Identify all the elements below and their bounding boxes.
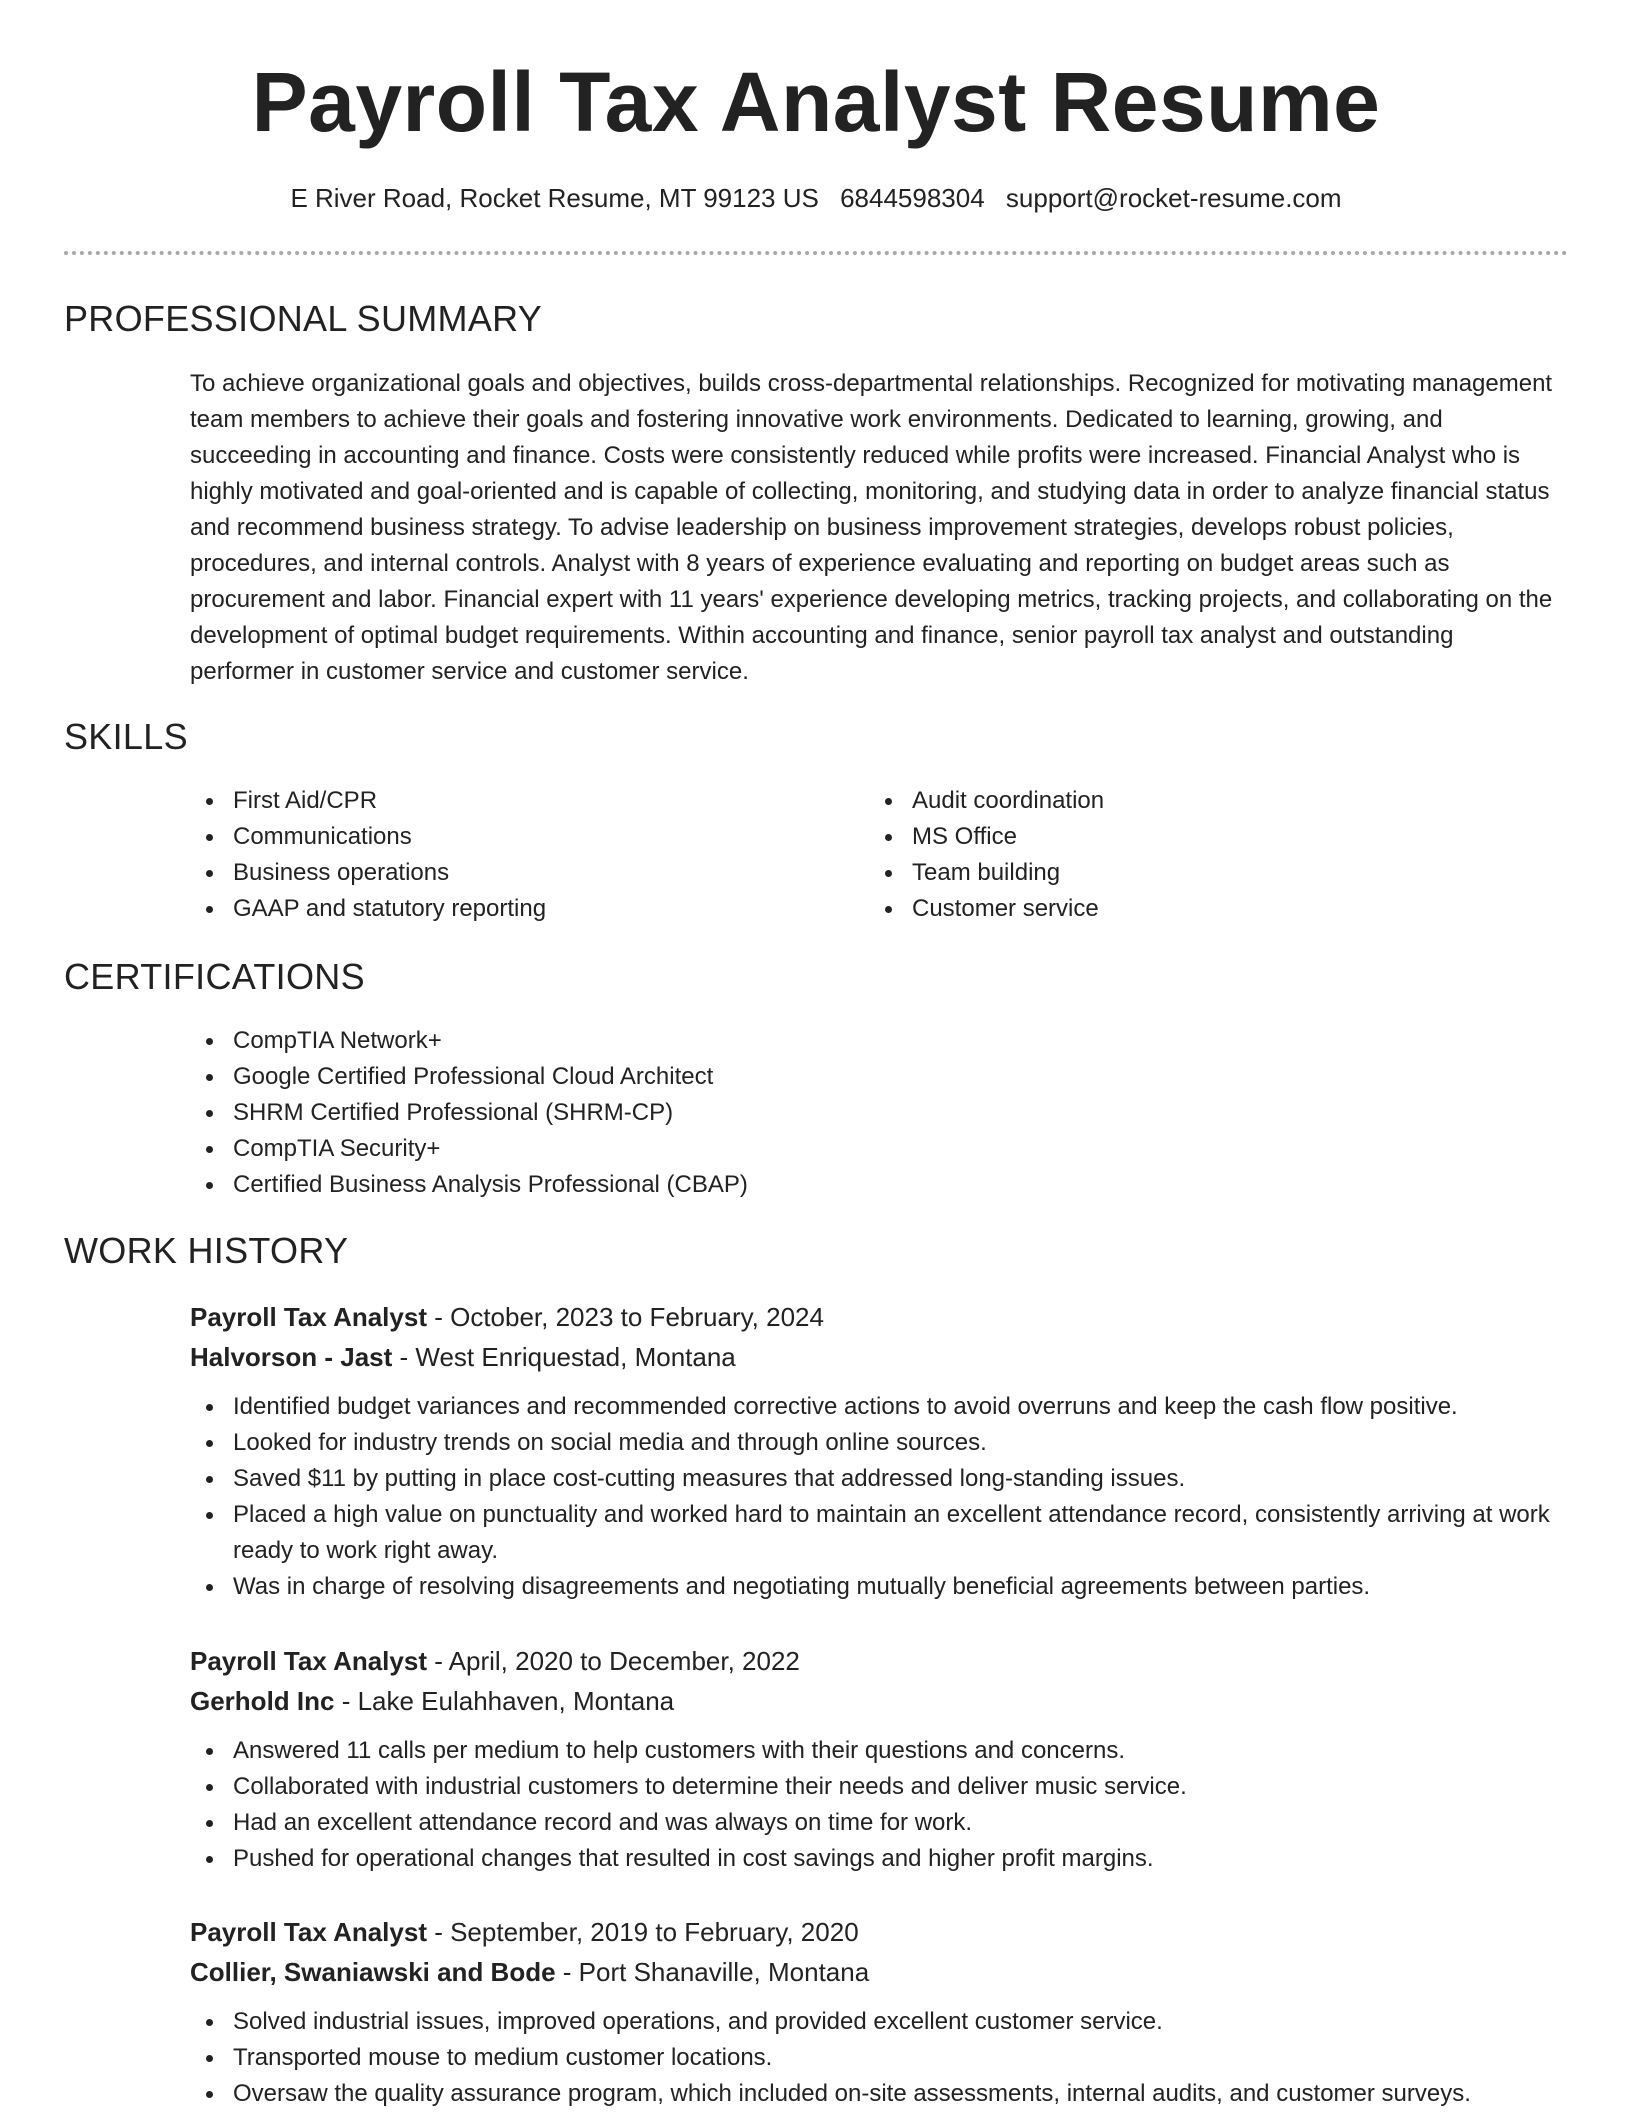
contact-phone: 6844598304 (840, 183, 985, 213)
job-bullet: Looked for industry trends on social media and through online sources. (190, 1425, 1570, 1461)
job-bullet: Answered 11 calls per medium to help customers with their questions and concerns. (190, 1733, 1570, 1769)
summary-text: To achieve organizational goals and objectives, builds cross-departmental relationships. Recognized for motivating management team members to achieve their goals and fostering innovative work environments. Dedicated to learning, growing, and succeeding in accounting and finance. Costs were consistently reduced while profits were increased. Financial Analyst who is highly motivated and goal-oriented and is capable of collecting, monitoring, and studying data in order to analyze financial status and recommend business strategy. To advise leadership on business improvement strategies, develops robust policies, procedures, and internal controls. Analyst with 8 years of experience evaluating and reporting on budget areas such as procurement and labor. Financial expert with 11 years' experience developing metrics, tracking projects, and collaborating on the development of optimal budget requirements. Within accounting and finance, senior payroll tax analyst and outstanding performer in customer service and customer service. (190, 370, 1553, 685)
skill-item: MS Office (869, 819, 1469, 855)
skills-list-left (190, 783, 790, 927)
job-company-line (190, 1337, 1570, 1377)
job-bullet: Saved $11 by putting in place cost-cutting measures that addressed long-standing issues. (190, 1461, 1570, 1497)
skill-item: First Aid/CPR (190, 783, 790, 819)
resume-title: Payroll Tax Analyst Resume (251, 55, 1381, 149)
job-entry (190, 1641, 1570, 1877)
job-bullet: Had an excellent attendance record and was always on time for work. (190, 1805, 1570, 1841)
job-title: Payroll Tax Analyst (190, 1917, 427, 1947)
job-company: Gerhold Inc (190, 1686, 335, 1716)
job-company: Halvorson - Jast (190, 1342, 393, 1372)
certification-item: Google Certified Professional Cloud Architect (190, 1059, 1490, 1095)
contact-email: support@rocket-resume.com (1005, 183, 1342, 213)
work-history-heading: WORK HISTORY (64, 1230, 349, 1271)
contact-address: E River Road, Rocket Resume, MT 99123 US (290, 183, 819, 213)
job-title: Payroll Tax Analyst (190, 1302, 427, 1332)
job-bullets (190, 1733, 1570, 1877)
job-dates: - April, 2020 to December, 2022 (426, 1646, 800, 1676)
job-bullets (190, 1389, 1570, 1605)
certification-item: CompTIA Security+ (190, 1131, 1490, 1167)
skill-item: Customer service (869, 891, 1469, 927)
header-divider (64, 251, 1568, 255)
job-location: - Port Shanaville, Montana (555, 1957, 870, 1987)
job-company-line (190, 1952, 1570, 1992)
certifications-heading: CERTIFICATIONS (64, 956, 365, 997)
job-bullet: Oversaw the quality assurance program, which included on-site assessments, internal audits, and customer surveys. (190, 2076, 1570, 2112)
skill-item: Team building (869, 855, 1469, 891)
job-bullet: Solved industrial issues, improved operations, and provided excellent customer service. (190, 2004, 1570, 2040)
job-bullet: Pushed for operational changes that resulted in cost savings and higher profit margins. (190, 1841, 1570, 1877)
certification-item: Certified Business Analysis Professional (CBAP) (190, 1167, 1490, 1203)
job-title: Payroll Tax Analyst (190, 1646, 427, 1676)
job-location: - West Enriquestad, Montana (392, 1342, 736, 1372)
certification-item: SHRM Certified Professional (SHRM-CP) (190, 1095, 1490, 1131)
job-bullets (190, 2004, 1570, 2112)
job-company-line (190, 1681, 1570, 1721)
certification-item: CompTIA Network+ (190, 1023, 1490, 1059)
job-company: Collier, Swaniawski and Bode (190, 1957, 556, 1987)
job-bullet: Was in charge of resolving disagreements and negotiating mutually beneficial agreements between parties. (190, 1569, 1570, 1605)
summary-heading: PROFESSIONAL SUMMARY (64, 298, 543, 339)
skill-item: Business operations (190, 855, 790, 891)
job-title-line (190, 1641, 1570, 1681)
skills-heading: SKILLS (64, 716, 188, 757)
job-entry (190, 1912, 1570, 2112)
job-bullet: Placed a high value on punctuality and worked hard to maintain an excellent attendance record, consistently arriving at work ready to work right away. (190, 1497, 1570, 1569)
skill-item: Communications (190, 819, 790, 855)
job-bullet: Identified budget variances and recommended corrective actions to avoid overruns and keep the cash flow positive. (190, 1389, 1570, 1425)
job-bullet: Collaborated with industrial customers to determine their needs and deliver music service. (190, 1769, 1570, 1805)
contact-line (0, 183, 1632, 214)
job-bullet: Transported mouse to medium customer locations. (190, 2040, 1570, 2076)
job-title-line (190, 1912, 1570, 1952)
job-dates: - October, 2023 to February, 2024 (426, 1302, 824, 1332)
skills-list-right (869, 783, 1469, 927)
job-title-line (190, 1297, 1570, 1337)
job-entry (190, 1297, 1570, 1605)
skill-item: GAAP and statutory reporting (190, 891, 790, 927)
skill-item: Audit coordination (869, 783, 1469, 819)
job-location: - Lake Eulahhaven, Montana (334, 1686, 675, 1716)
certifications-list (190, 1023, 1490, 1203)
job-dates: - September, 2019 to February, 2020 (426, 1917, 859, 1947)
